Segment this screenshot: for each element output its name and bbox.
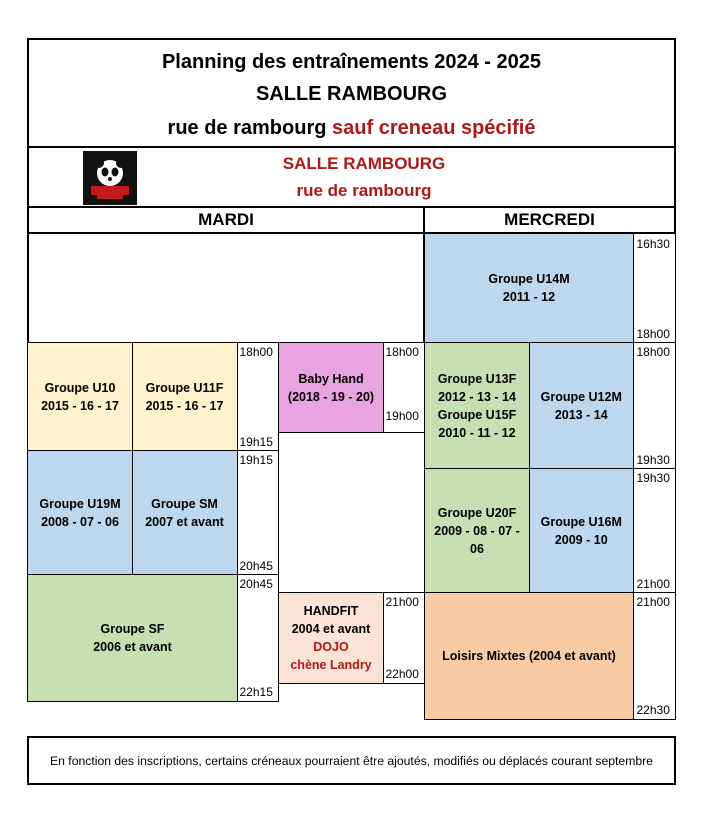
session-sf-group: Groupe SF bbox=[100, 622, 165, 636]
session-u11f-years: 2015 - 16 - 17 bbox=[145, 399, 224, 413]
session-loisirs-mixtes bbox=[424, 592, 634, 720]
time-start: 19h30 bbox=[636, 471, 670, 485]
session-u12m-group: Groupe U12M bbox=[540, 390, 622, 404]
session-baby-hand-years: (2018 - 19 - 20) bbox=[287, 390, 375, 404]
day-header-wednesday: MERCREDI bbox=[423, 206, 676, 234]
session-handfit-location-detail: chène Landry bbox=[290, 658, 372, 672]
time-end: 21h00 bbox=[636, 577, 670, 591]
session-u10 bbox=[27, 342, 133, 452]
time-column-u16m bbox=[633, 468, 677, 594]
page-title: Planning des entraînements 2024 - 2025 bbox=[161, 51, 542, 73]
session-u11f bbox=[132, 342, 238, 452]
session-handfit-location: DOJO bbox=[313, 640, 349, 654]
time-start: 21h00 bbox=[636, 595, 670, 609]
address-exception-text: sauf creneau spécifié bbox=[332, 117, 536, 139]
time-end: 19h30 bbox=[636, 453, 670, 467]
session-u19m bbox=[27, 450, 133, 576]
time-start: 18h00 bbox=[385, 345, 419, 359]
footer-note-box bbox=[27, 736, 676, 785]
session-sm bbox=[132, 450, 238, 576]
session-sm-group: Groupe SM bbox=[151, 497, 218, 511]
session-u16m bbox=[529, 468, 635, 594]
time-start: 21h00 bbox=[385, 595, 419, 609]
time-column-u19m bbox=[237, 450, 279, 576]
header-panel bbox=[27, 38, 676, 148]
session-u15f-years: 2010 - 11 - 12 bbox=[438, 426, 516, 440]
session-u16m-years: 2009 - 10 bbox=[554, 533, 608, 547]
session-sf bbox=[27, 574, 238, 702]
session-u19m-years: 2008 - 07 - 06 bbox=[41, 515, 119, 529]
session-u10-years: 2015 - 16 - 17 bbox=[41, 399, 119, 413]
address-text: rue de rambourg bbox=[167, 117, 327, 139]
session-baby-hand bbox=[278, 342, 384, 434]
time-end: 22h15 bbox=[239, 685, 273, 699]
venue-street: rue de rambourg bbox=[296, 181, 432, 200]
time-end: 19h15 bbox=[239, 435, 273, 449]
time-end: 20h45 bbox=[239, 559, 273, 573]
session-u20f bbox=[424, 468, 530, 594]
session-u12m bbox=[529, 342, 635, 470]
page-subtitle-address bbox=[29, 116, 674, 140]
session-baby-hand-group: Baby Hand bbox=[298, 372, 364, 386]
session-u13f-years: 2012 - 13 - 14 bbox=[438, 390, 516, 404]
time-start: 18h00 bbox=[239, 345, 273, 359]
session-u12m-years: 2013 - 14 bbox=[554, 408, 608, 422]
time-column-baby-hand bbox=[383, 342, 426, 434]
session-u13f-group: Groupe U13F bbox=[437, 372, 517, 386]
time-start: 20h45 bbox=[239, 577, 273, 591]
page-subtitle-venue: SALLE RAMBOURG bbox=[255, 83, 448, 105]
session-u19m-group: Groupe U19M bbox=[39, 497, 121, 511]
session-u20f-group: Groupe U20F bbox=[437, 506, 517, 520]
session-u14m bbox=[424, 233, 634, 343]
session-u15f-group: Groupe U15F bbox=[437, 408, 517, 422]
venue-row bbox=[27, 146, 676, 208]
time-column-u14m bbox=[633, 233, 677, 343]
day-header-tuesday: MARDI bbox=[27, 206, 425, 234]
time-column-u12m bbox=[633, 342, 677, 470]
time-start: 16h30 bbox=[636, 237, 670, 251]
session-u10-group: Groupe U10 bbox=[44, 381, 116, 395]
panda-club-logo-icon bbox=[83, 151, 137, 205]
venue-name: SALLE RAMBOURG bbox=[282, 154, 446, 173]
session-u20f-years-cont: 06 bbox=[470, 542, 484, 556]
time-end: 19h00 bbox=[385, 409, 419, 423]
session-u14m-group: Groupe U14M bbox=[488, 272, 570, 286]
session-u16m-group: Groupe U16M bbox=[540, 515, 622, 529]
session-u20f-years: 2009 - 08 - 07 - bbox=[434, 524, 520, 538]
time-column-u10 bbox=[237, 342, 279, 452]
time-column-handfit bbox=[383, 592, 426, 684]
time-end: 22h30 bbox=[636, 703, 670, 717]
session-sm-years: 2007 et avant bbox=[145, 515, 224, 529]
time-end: 18h00 bbox=[636, 327, 670, 341]
session-u11f-group: Groupe U11F bbox=[145, 381, 224, 395]
time-column-sf bbox=[237, 574, 279, 702]
session-sf-years: 2006 et avant bbox=[93, 640, 172, 654]
session-u14m-years: 2011 - 12 bbox=[502, 290, 556, 304]
session-handfit bbox=[278, 592, 384, 684]
footer-note: En fonction des inscriptions, certains créneaux pourraient être ajoutés, modifiés ou déplacés courant septembre bbox=[50, 753, 653, 768]
session-handfit-years: 2004 et avant bbox=[291, 622, 371, 636]
tuesday-empty-slot bbox=[27, 232, 425, 344]
time-end: 22h00 bbox=[385, 667, 419, 681]
time-start: 18h00 bbox=[636, 345, 670, 359]
tuesday-middle-empty-slot bbox=[278, 432, 425, 594]
time-column-loisirs bbox=[633, 592, 677, 720]
session-handfit-group: HANDFIT bbox=[303, 604, 359, 618]
session-loisirs-label: Loisirs Mixtes (2004 et avant) bbox=[442, 649, 616, 663]
time-start: 19h15 bbox=[239, 453, 273, 467]
session-u13f-u15f bbox=[424, 342, 530, 470]
